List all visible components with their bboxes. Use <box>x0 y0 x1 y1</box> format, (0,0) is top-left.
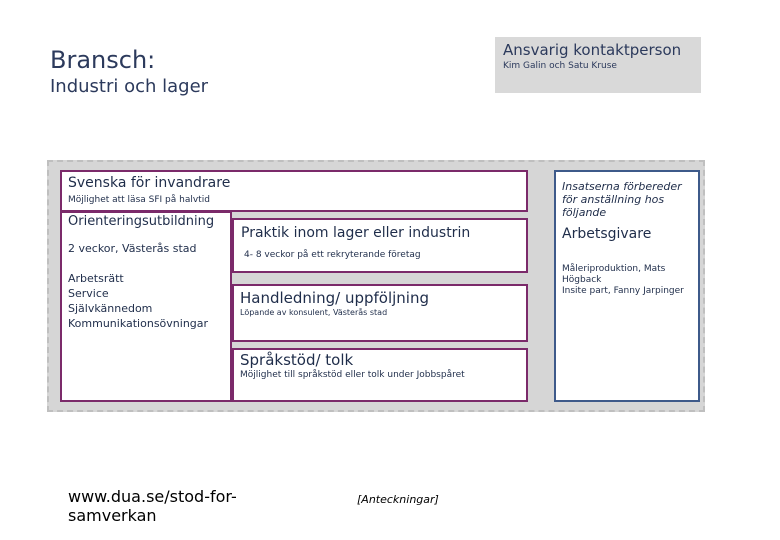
contact-box <box>495 37 701 93</box>
svenska-box <box>60 170 528 212</box>
topic-item: Självkännedom <box>68 302 153 315</box>
praktik-box <box>232 218 528 273</box>
employer-item: Högback <box>562 275 602 285</box>
employer-list <box>562 264 684 297</box>
arbetsgivare-title: Arbetsgivare <box>562 226 652 242</box>
employer-item: Insite part, Fanny Jarpinger <box>562 286 684 296</box>
topic-item: Kommunikationsövningar <box>68 317 209 330</box>
orientering-title: Orienteringsutbildning <box>68 214 215 229</box>
orientering-duration: 2 veckor, Västerås stad <box>68 242 197 255</box>
employer-item: Måleriproduktion, Mats <box>562 264 666 274</box>
contact-title: Ansvarig kontaktperson <box>503 41 682 59</box>
praktik-subtitle: 4- 8 veckor på ett rekryterande företag <box>244 250 421 260</box>
bransch-value: Industri och lager <box>50 76 209 97</box>
sprakstod-box <box>232 348 528 402</box>
orientering-topics <box>68 271 208 331</box>
svenska-subtitle: Möjlighet att läsa SFI på halvtid <box>68 195 210 205</box>
svenska-title: Svenska för invandrare <box>68 175 231 191</box>
arbetsgivare-box <box>554 170 700 402</box>
handledning-subtitle: Löpande av konsulent, Västerås stad <box>240 308 388 317</box>
bransch-label: Bransch: <box>50 46 156 74</box>
sprakstod-title: Språkstöd/ tolk <box>240 351 354 369</box>
notes-label: [Anteckningar] <box>357 493 439 506</box>
sprakstod-subtitle: Möjlighet till språkstöd eller tolk under Jobbspåret <box>240 370 465 380</box>
handledning-box <box>232 284 528 342</box>
contact-names: Kim Galin och Satu Kruse <box>503 61 617 71</box>
topic-item: Arbetsrätt <box>68 272 124 285</box>
arbetsgivare-intro: Insatserna förbereder för anställning hos följande <box>562 180 682 219</box>
handledning-title: Handledning/ uppföljning <box>240 289 429 307</box>
footer-url-link[interactable]: www.dua.se/stod-for-samverkan <box>68 487 237 525</box>
topic-item: Service <box>68 287 109 300</box>
orientering-box <box>60 211 232 402</box>
praktik-title: Praktik inom lager eller industrin <box>241 225 471 241</box>
